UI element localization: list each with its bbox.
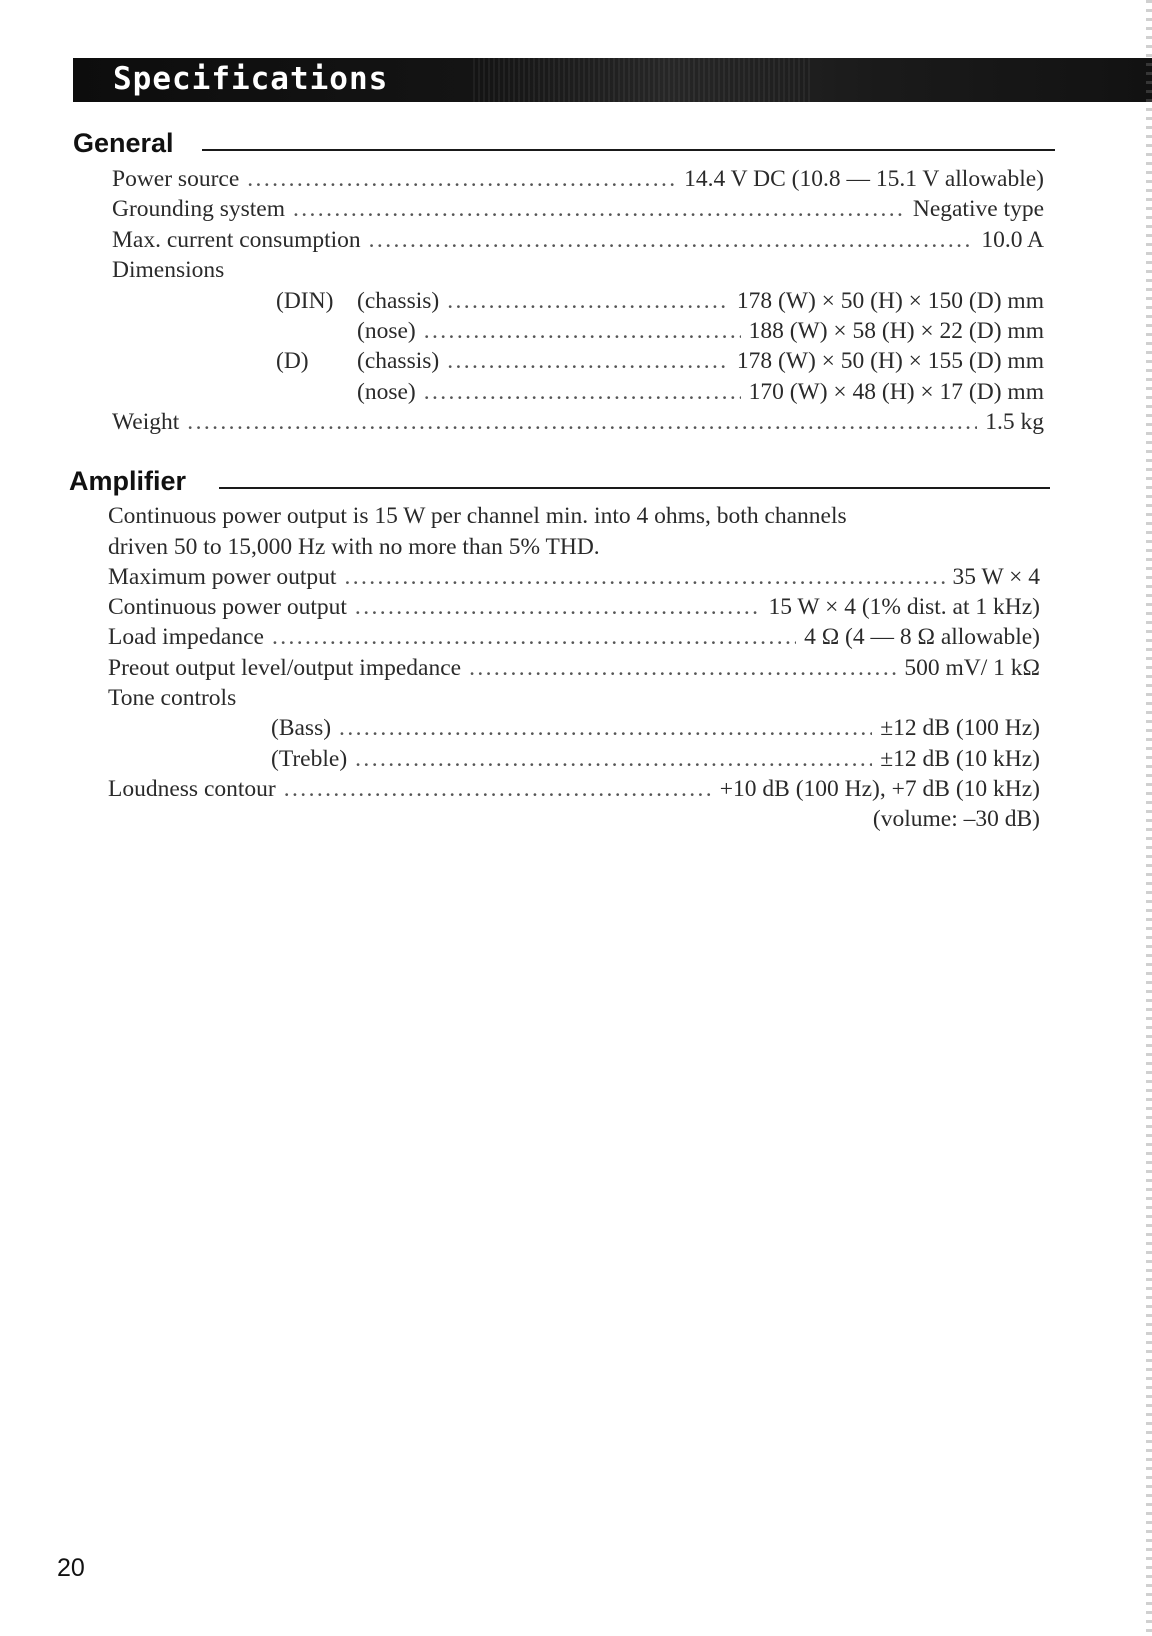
spec-row-preout — [108, 653, 1040, 683]
spec-row-cont-power — [108, 592, 1040, 622]
chassis-label: (chassis) — [357, 348, 440, 374]
general-heading: General — [73, 128, 174, 158]
spec-row-grounding — [112, 194, 1044, 224]
amplifier-rule — [219, 487, 1050, 489]
page-title: Specifications — [113, 61, 389, 97]
spec-label: (nose) — [357, 379, 416, 405]
spec-row-d-nose — [357, 377, 1044, 407]
dot-leader — [424, 316, 741, 346]
spec-row-weight — [112, 407, 1044, 437]
spec-label: Power source — [112, 166, 240, 192]
d-tag: (D) — [276, 348, 309, 374]
dot-leader — [339, 713, 872, 743]
dot-leader — [272, 622, 796, 652]
din-tag: (DIN) — [276, 288, 334, 314]
spec-label — [276, 286, 439, 316]
spec-row-max-power — [108, 562, 1040, 592]
spec-value: 188 (W) × 58 (H) × 22 (D) mm — [748, 318, 1044, 344]
spec-value: 178 (W) × 50 (H) × 155 (D) mm — [736, 348, 1044, 374]
amplifier-intro-line-2: driven 50 to 15,000 Hz with no more than 5% THD. — [108, 534, 600, 560]
spec-label: Weight — [112, 409, 180, 435]
spec-value: +10 dB (100 Hz), +7 dB (10 kHz) — [719, 776, 1040, 802]
page-edge — [1146, 0, 1152, 1636]
spec-value: 170 (W) × 48 (H) × 17 (D) mm — [748, 379, 1044, 405]
dot-leader — [447, 346, 729, 376]
chassis-label: (chassis) — [357, 288, 440, 314]
spec-label: Max. current consumption — [112, 227, 361, 253]
dot-leader — [187, 407, 977, 437]
spec-label: Load impedance — [108, 624, 264, 650]
dot-leader — [284, 774, 712, 804]
page-number: 20 — [57, 1554, 85, 1582]
spec-value: 500 mV/ 1 kΩ — [904, 655, 1040, 681]
spec-value: 35 W × 4 — [952, 564, 1040, 590]
spec-label: (Bass) — [271, 715, 332, 741]
dimensions-label: Dimensions — [112, 257, 225, 283]
dot-leader — [344, 562, 944, 592]
spec-value: 15 W × 4 (1% dist. at 1 kHz) — [768, 594, 1040, 620]
spec-row-bass — [271, 713, 1040, 743]
spec-row-power-source — [112, 164, 1044, 194]
spec-row-load-impedance — [108, 622, 1040, 652]
loudness-note: (volume: –30 dB) — [872, 806, 1040, 832]
spec-row-d-chassis — [276, 346, 1044, 376]
spec-label: Continuous power output — [108, 594, 347, 620]
spec-value: 4 Ω (4 — 8 Ω allowable) — [804, 624, 1040, 650]
title-bar — [73, 58, 1152, 102]
spec-value: 14.4 V DC (10.8 — 15.1 V allowable) — [684, 166, 1044, 192]
spec-value: 178 (W) × 50 (H) × 150 (D) mm — [736, 288, 1044, 314]
spec-value: ±12 dB (10 kHz) — [880, 746, 1040, 772]
spec-label: Grounding system — [112, 196, 285, 222]
dot-leader — [369, 225, 974, 255]
spec-value: ±12 dB (100 Hz) — [880, 715, 1040, 741]
spec-label: (Treble) — [271, 746, 348, 772]
general-rule — [202, 149, 1055, 151]
dot-leader — [469, 653, 896, 683]
spec-value: 1.5 kg — [985, 409, 1044, 435]
spec-value: 10.0 A — [981, 227, 1044, 253]
amplifier-intro-line-1: Continuous power output is 15 W per channel min. into 4 ohms, both channels — [108, 503, 847, 529]
dot-leader — [424, 377, 741, 407]
dot-leader — [355, 592, 761, 622]
dot-leader — [247, 164, 676, 194]
spec-label: (nose) — [357, 318, 416, 344]
dot-leader — [447, 286, 729, 316]
dot-leader — [293, 194, 905, 224]
spec-label — [276, 346, 439, 376]
spec-row-loudness — [108, 774, 1040, 804]
spec-label: Preout output level/output impedance — [108, 655, 462, 681]
amplifier-heading: Amplifier — [69, 466, 187, 496]
tone-controls-label: Tone controls — [108, 685, 237, 711]
spec-row-max-current — [112, 225, 1044, 255]
spec-value: Negative type — [912, 196, 1044, 222]
spec-label: Loudness contour — [108, 776, 276, 802]
spec-label: Maximum power output — [108, 564, 337, 590]
spec-row-din-nose — [357, 316, 1044, 346]
dot-leader — [355, 744, 872, 774]
spec-row-treble — [271, 744, 1040, 774]
spec-row-din-chassis — [276, 286, 1044, 316]
